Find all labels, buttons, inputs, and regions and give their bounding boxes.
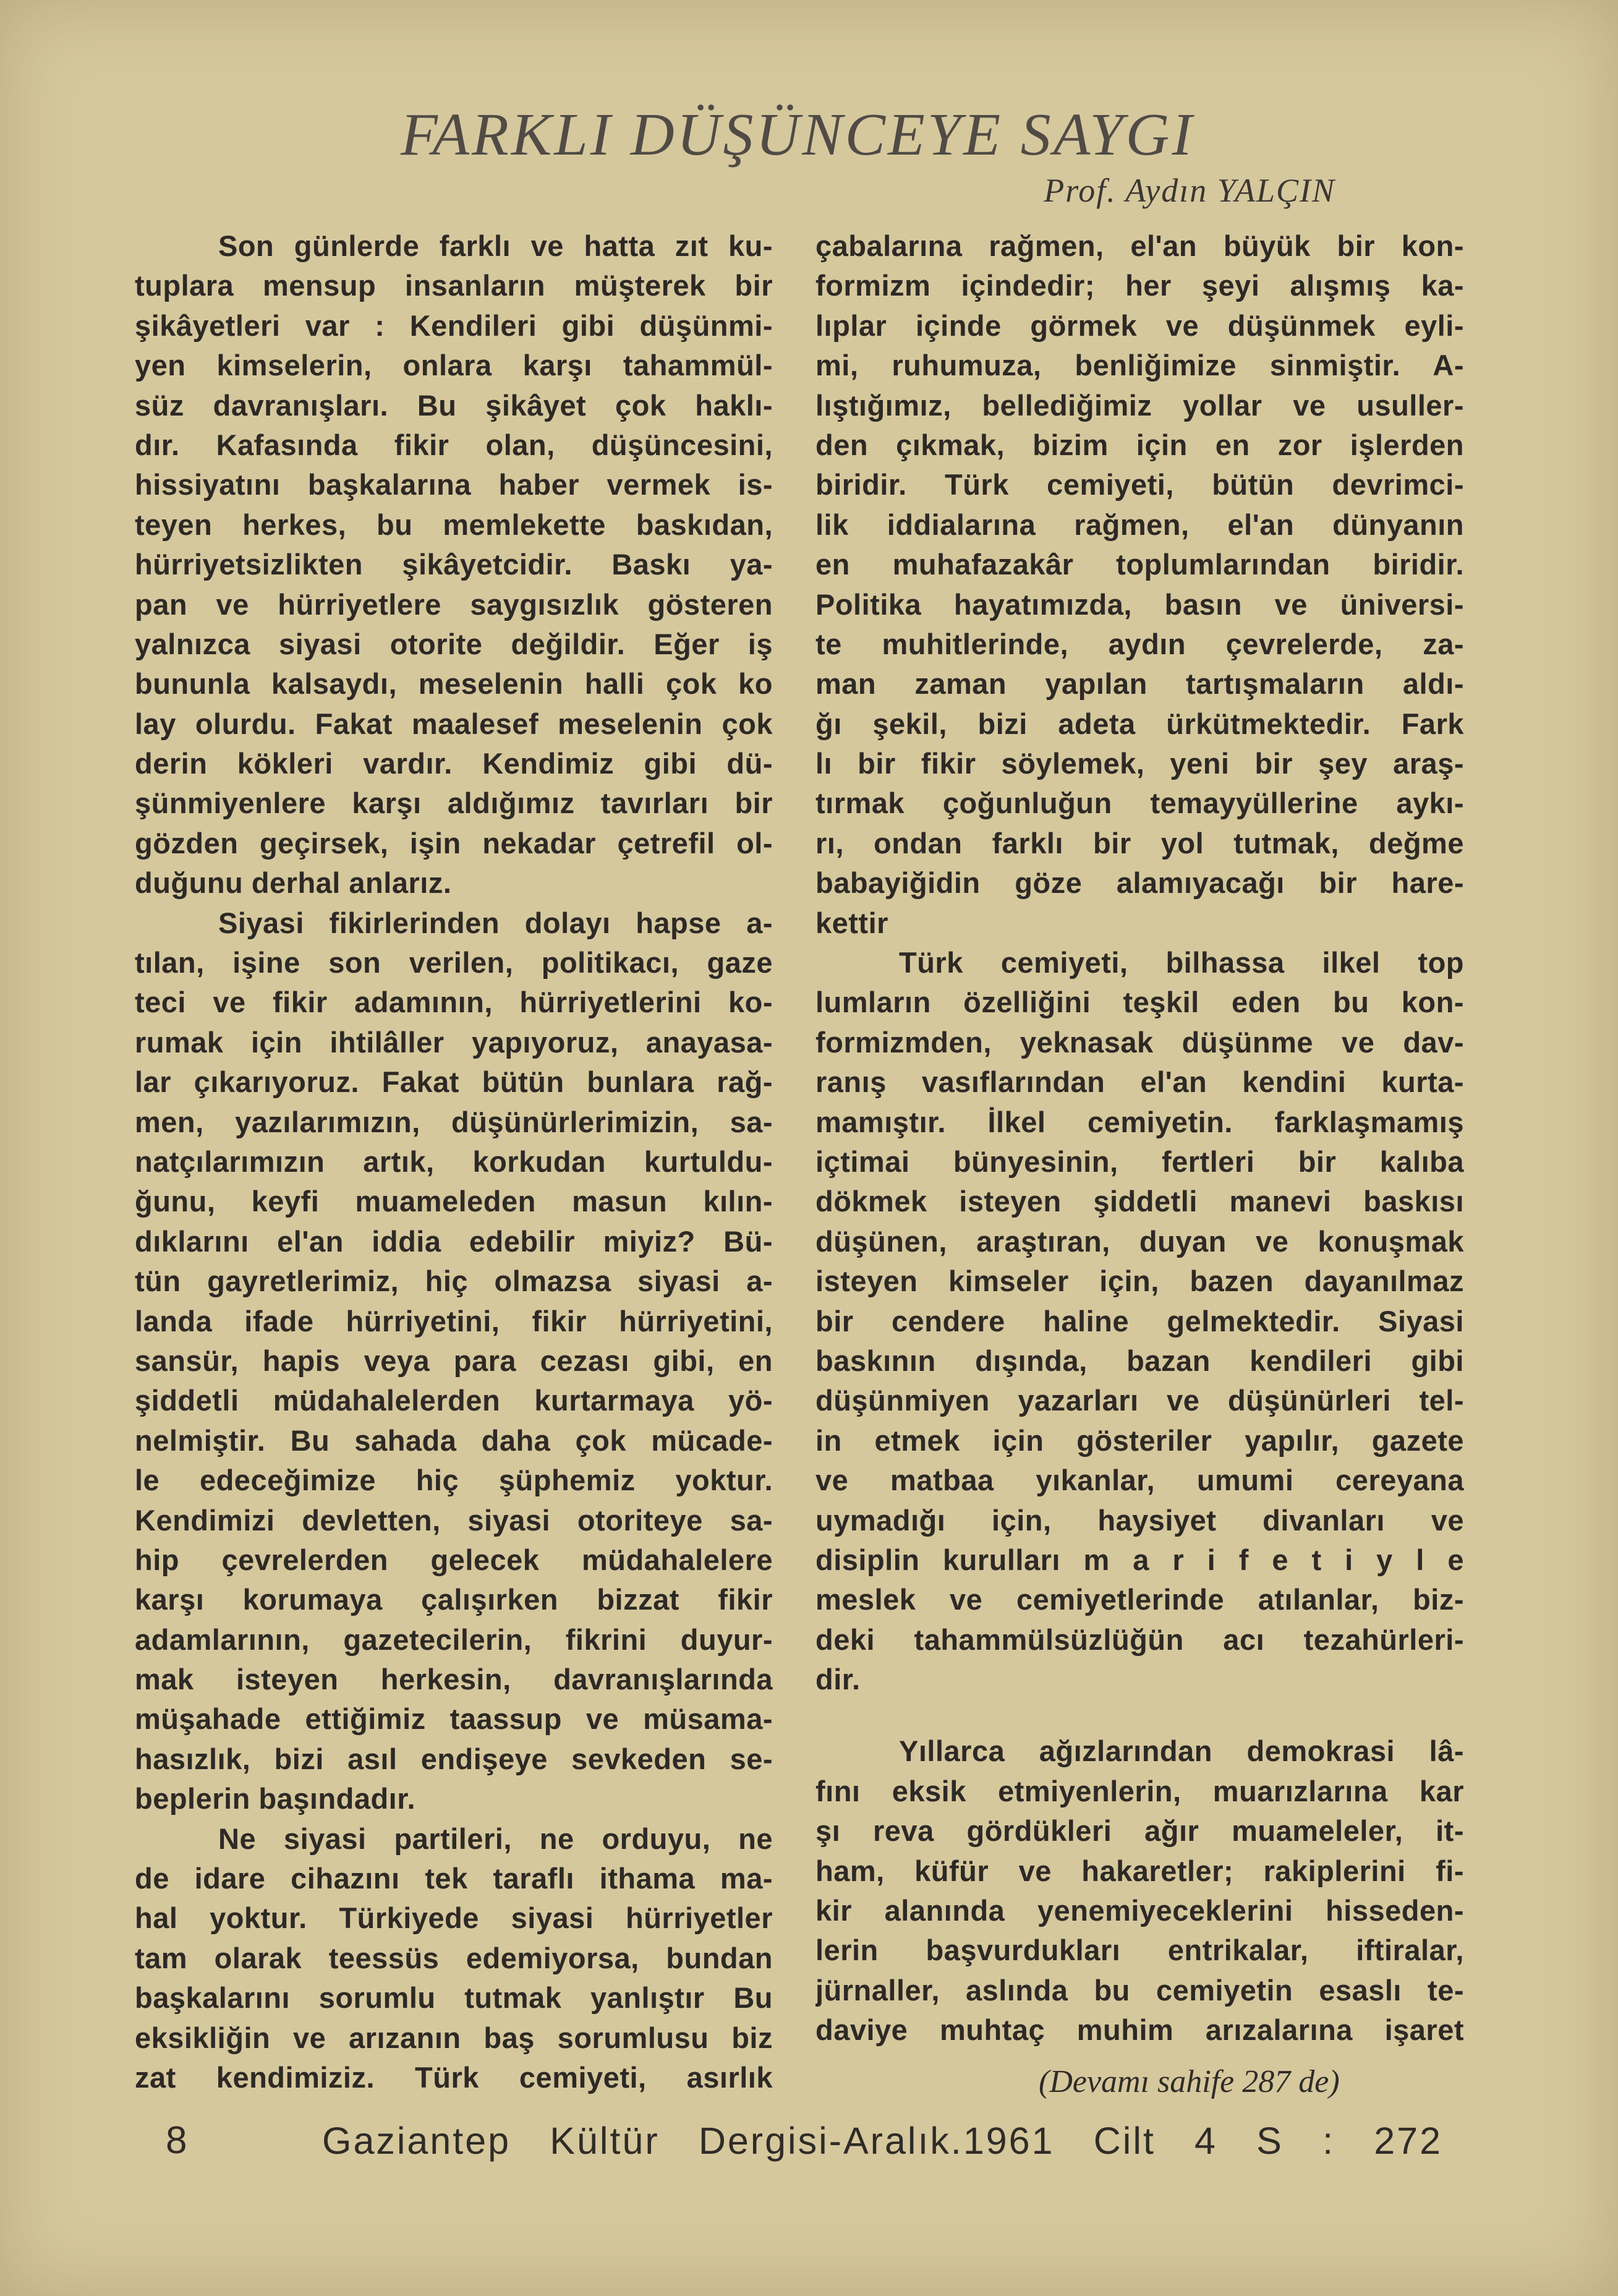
text-line: Politika hayatımızda, basın ve üniversi-	[815, 587, 1464, 621]
text-line: kir alanında yenemiyeceklerini hisseden-	[815, 1894, 1464, 1927]
text-line: zat kendimiziz. Türk cemiyeti, asırlık	[135, 2060, 773, 2094]
article-column-right	[815, 226, 1464, 2051]
text-line: beplerin başındadır.	[135, 1782, 415, 1816]
paragraph	[815, 226, 1464, 943]
text-line: çabalarına rağmen, el'an büyük bir kon-	[815, 229, 1464, 262]
text-line: kettir	[815, 906, 888, 939]
paragraph	[135, 1819, 773, 2098]
text-line: pan ve hürriyetlere saygısızlık gösteren	[135, 587, 773, 621]
text-line: şünmiyenlere karşı aldığımız tavırları bir	[135, 787, 773, 820]
text-line: teyen herkes, bu memlekette baskıdan,	[135, 508, 773, 541]
text-line: deki tahammülsüzlüğün acı tezahürleri-	[815, 1623, 1464, 1656]
publication-footer: Gaziantep Kültür Dergisi-Aralık.1961 Cilt 4 S : 272	[322, 2120, 1442, 2162]
text-line: düşünmiyen yazarları ve düşünürleri tel-	[815, 1384, 1464, 1417]
text-line: derin kökleri vardır. Kendimiz gibi dü-	[135, 747, 773, 780]
text-line: de idare cihazını tek taraflı ithama ma-	[135, 1862, 773, 1895]
text-line: müşahade ettiğimiz taassup ve müsama-	[135, 1702, 773, 1736]
text-line: en muhafazakâr toplumlarından biridir.	[815, 548, 1464, 581]
text-line: tuplara mensup insanların müşterek bir	[135, 269, 773, 302]
text-line: Türk cemiyeti, bilhassa ilkel top	[899, 946, 1464, 979]
text-line: man zaman yapılan tartışmaların aldı-	[815, 667, 1464, 701]
text-line: Son günlerde farklı ve hatta zıt ku-	[218, 229, 773, 262]
text-line: lik iddialarına rağmen, el'an dünyanın	[815, 508, 1464, 541]
text-line: baskının dışında, bazan kendileri gibi	[815, 1344, 1464, 1377]
paragraph	[815, 943, 1464, 1699]
text-line: ham, küfür ve hakaretler; rakiplerini fi-	[815, 1854, 1464, 1887]
text-line: şı reva gördükleri ağır muameleler, it-	[815, 1814, 1464, 1848]
text-line: karşı korumaya çalışırken bizzat fikir	[135, 1583, 773, 1616]
text-line: landa ifade hürriyetini, fikir hürriyetini,	[135, 1304, 773, 1338]
text-line: te muhitlerinde, aydın çevrelerde, za-	[815, 627, 1464, 660]
text-line: hasızlık, bizi asıl endişeye sevkeden se-	[135, 1742, 773, 1775]
text-line: lar çıkarıyoruz. Fakat bütün bunlara rağ-	[135, 1065, 773, 1099]
text-line: mak isteyen herkesin, davranışlarında	[135, 1663, 773, 1696]
text-line: tılan, işine son verilen, politikacı, gaze	[135, 946, 773, 979]
text-line: lı bir fikir söylemek, yeni bir şey araş-	[815, 747, 1464, 780]
text-line: formizmden, yeknasak düşünme ve dav-	[815, 1025, 1464, 1059]
text-line: eksikliğin ve arızanın baş sorumlusu biz	[135, 2021, 773, 2054]
text-line: hip çevrelerden gelecek müdahalelere	[135, 1543, 773, 1576]
text-line: lumların özelliğini teşkil eden bu kon-	[815, 986, 1464, 1019]
text-line: duğunu derhal anlarız.	[135, 866, 452, 900]
text-line: sansür, hapis veya para cezası gibi, en	[135, 1344, 773, 1377]
text-line: hürriyetsizlikten şikâyetcidir. Baskı ya-	[135, 548, 773, 581]
text-line: lıplar içinde görmek ve düşünmek eyli-	[815, 309, 1464, 342]
text-line: lay olurdu. Fakat maalesef meselenin çok	[135, 707, 773, 740]
text-line: nelmiştir. Bu sahada daha çok mücade-	[135, 1423, 773, 1457]
text-line: yen kimselerin, onlara karşı tahammül-	[135, 349, 773, 382]
text-line: mi, ruhumuza, benliğimize sinmiştir. A-	[815, 349, 1464, 382]
text-line: jürnaller, aslında bu cemiyetin esaslı te-	[815, 1973, 1464, 2007]
text-line: biridir. Türk cemiyeti, bütün devrimci-	[815, 468, 1464, 501]
text-line: tırmak çoğunluğun temayyüllerine aykı-	[815, 787, 1464, 820]
text-line: formizm içindedir; her şeyi alışmış ka-	[815, 269, 1464, 302]
text-line: ğı şekil, bizi adeta ürkütmektedir. Fark	[815, 707, 1464, 740]
text-line: uymadığı için, haysiyet divanları ve	[815, 1503, 1464, 1537]
text-line: Siyasi fikirlerinden dolayı hapse a-	[218, 906, 773, 939]
text-line: natçılarımızın artık, korkudan kurtuldu-	[135, 1145, 773, 1178]
continuation-note: (Devamı sahife 287 de)	[1039, 2064, 1340, 2099]
text-line: meslek ve cemiyetlerinde atılanlar, biz-	[815, 1583, 1464, 1616]
text-line: ranış vasıflarından el'an kendini kurta-	[815, 1065, 1464, 1099]
text-line: bir cendere haline gelmektedir. Siyasi	[815, 1304, 1464, 1338]
article-author: Prof. Aydın YALÇIN	[1044, 172, 1335, 209]
text-line: lıştığımız, bellediğimiz yollar ve usuller-	[815, 388, 1464, 422]
text-line: hal yoktur. Türkiyede siyasi hürriyetler	[135, 1901, 773, 1935]
text-line: daviye muhtaç muhim arızalarına işaret	[815, 2013, 1464, 2047]
text-line: teci ve fikir adamının, hürriyetlerini ko-	[135, 986, 773, 1019]
text-line: dıklarını el'an iddia edebilir miyiz? Bü-	[135, 1224, 773, 1258]
text-line: adamlarının, gazetecilerin, fikrini duyur-	[135, 1623, 773, 1656]
article-column-left	[135, 226, 773, 2098]
paragraph	[135, 903, 773, 1819]
text-line: ve matbaa yıkanlar, umumi cereyana	[815, 1464, 1464, 1497]
text-line: dir.	[815, 1663, 861, 1696]
text-line: tam olarak teessüs edemiyorsa, bundan	[135, 1941, 773, 1974]
text-line: fını eksik etmiyenlerin, muarızlarına kar	[815, 1774, 1464, 1807]
text-line: dır. Kafasında fikir olan, düşüncesini,	[135, 428, 773, 461]
text-line: Ne siyasi partileri, ne orduyu, ne	[218, 1822, 773, 1855]
paragraph	[135, 226, 773, 903]
text-line: şikâyetleri var : Kendileri gibi düşünmi-	[135, 309, 773, 342]
text-line: le edeceğimize hiç şüphemiz yoktur.	[135, 1464, 773, 1497]
text-line: Kendimizi devletten, siyasi otoriteye sa-	[135, 1503, 773, 1537]
text-line: rumak için ihtilâller yapıyoruz, anayasa-	[135, 1025, 773, 1059]
text-line: den çıkmak, bizim için en zor işlerden	[815, 428, 1464, 461]
text-line: yalnızca siyasi otorite değildir. Eğer iş	[135, 627, 773, 660]
text-line: bununla kalsaydı, meselenin halli çok ko	[135, 667, 773, 701]
text-line: süz davranışları. Bu şikâyet çok haklı-	[135, 388, 773, 422]
text-line: dökmek isteyen şiddetli manevi baskısı	[815, 1185, 1464, 1218]
text-line: men, yazılarımızın, düşünürlerimizin, sa-	[135, 1105, 773, 1138]
text-line: mamıştır. İlkel cemiyetin. farklaşmamış	[815, 1105, 1464, 1138]
text-line: babayiğidin göze alamıyacağı bir hare-	[815, 866, 1464, 900]
text-line: içtimai bünyesinin, fertleri bir kalıba	[815, 1145, 1464, 1178]
text-line: lerin başvurdukları entrikalar, iftiralar,	[815, 1934, 1464, 1967]
text-line: rı, ondan farklı bir yol tutmak, değme	[815, 826, 1464, 860]
text-line: ğunu, keyfi muameleden masun kılın-	[135, 1185, 773, 1218]
paragraph	[815, 1731, 1464, 2050]
text-line: Yıllarca ağızlarından demokrasi lâ-	[899, 1735, 1464, 1768]
text-line: disiplin kurulları m a r i f e t i y l e	[815, 1543, 1464, 1576]
text-line: isteyen kimseler için, bazen dayanılmaz	[815, 1265, 1464, 1298]
text-line: in etmek için gösteriler yapılır, gazete	[815, 1423, 1464, 1457]
page-number: 8	[166, 2119, 187, 2162]
text-line: başkalarını sorumlu tutmak yanlıştır Bu	[135, 1981, 773, 2015]
text-line: tün gayretlerimiz, hiç olmazsa siyasi a-	[135, 1265, 773, 1298]
text-line: şiddetli müdahalelerden kurtarmaya yö-	[135, 1384, 773, 1417]
text-line: hissiyatını başkalarına haber vermek is-	[135, 468, 773, 501]
article-title: FARKLI DÜŞÜNCEYE SAYGI	[400, 101, 1195, 168]
text-line: gözden geçirsek, işin nekadar çetrefil ol-	[135, 826, 773, 860]
text-line: düşünen, araştıran, duyan ve konuşmak	[815, 1224, 1464, 1258]
